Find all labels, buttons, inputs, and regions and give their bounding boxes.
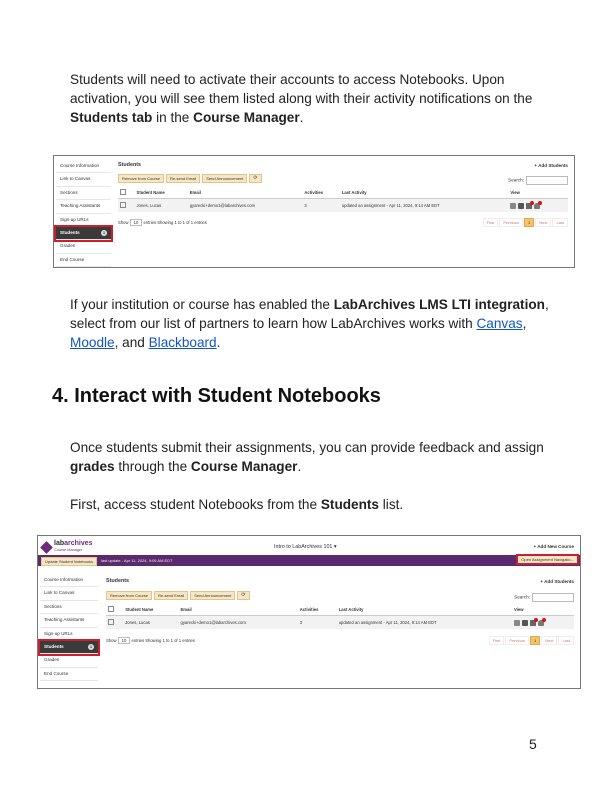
page-previous[interactable]: Previous [505,636,529,645]
pagination [483,218,568,227]
edit-icon[interactable] [514,620,520,626]
col-activities[interactable]: Activities [298,604,337,616]
students-title: Students [106,578,130,584]
student-count-badge: 1 [89,643,93,649]
activation-paragraph: Students will need to activate their accounts to access Notebooks. Upon activation, you will see them listed along with their activity notifications on the Students tab in the Course Manager. [70,72,533,125]
add-new-course-button[interactable]: + Add New Course [533,544,574,549]
resend-email-button[interactable]: Re-send Email [166,174,200,183]
send-announcement-button[interactable]: Send Announcement [202,174,247,183]
lti-paragraph: If your institution or course has enabled the LabArchives LMS LTI integration, select from our list of partners to learn how LabArchives works with Canvas, Moodle, and Blackboard. [70,297,549,350]
pagination [489,636,574,645]
resend-email-button[interactable]: Re-send Email [154,591,188,600]
labarchives-logo: labarchives Course Manager [42,540,93,554]
notebook-selector[interactable]: Intro to LabArchives 101 ▾ [274,544,337,550]
col-email[interactable]: Email [178,604,297,616]
table-row [106,616,574,630]
table-length: Show 10 entries Showing 1 to 1 of 1 entries [118,220,207,225]
student-actions [106,591,250,600]
student-email: gyarecki+demo1@labarchives.com [178,616,297,630]
view-icons [508,199,568,213]
search-input[interactable] [526,176,568,185]
col-last-activity[interactable]: Last Activity [337,604,512,616]
page-next[interactable]: Next [541,636,557,645]
table-length: Show 10 entries Showing 1 to 1 of 1 entries [106,638,195,643]
sidebar-item-link-to-canvas[interactable]: Link to Canvas [40,587,98,600]
logo-icon [40,541,53,554]
notebook-icon[interactable] [522,620,528,626]
refresh-icon[interactable]: ⟳ [237,591,249,600]
page-number: 5 [529,736,537,752]
page-next[interactable]: Next [535,218,551,227]
search-input[interactable] [532,593,574,602]
sidebar-item-signup-urls[interactable]: Sign-up URLs [56,214,111,227]
sidebar-item-grades[interactable]: Grades [40,654,98,667]
student-count-badge: 1 [102,229,106,235]
access-paragraph: First, access student Notebooks from the Students list. [70,497,404,512]
send-announcement-button[interactable]: Send Announcement [190,591,235,600]
student-actions [118,174,262,183]
select-all-checkbox[interactable] [118,187,135,199]
sidebar-item-signup-urls[interactable]: Sign-up URLs [40,628,98,641]
sidebar-item-end-course[interactable]: End Course [56,254,111,267]
col-last-activity[interactable]: Last Activity [340,187,509,199]
refresh-icon[interactable]: ⟳ [249,174,261,183]
select-all-checkbox[interactable] [106,604,123,616]
students-tab-screenshot [53,155,575,268]
col-activities[interactable]: Activities [302,187,339,199]
view-icons [512,616,574,630]
page-first[interactable]: First [489,636,505,645]
calendar-icon[interactable] [526,203,532,209]
notebook-icon[interactable] [518,203,524,209]
add-students-button[interactable]: + Add Students [540,579,574,584]
update-student-notebooks-button[interactable]: Update Student Notebooks [41,557,97,566]
col-student-name[interactable]: Student Name [123,604,178,616]
search-field: Search: [508,176,568,185]
student-activities: 3 [302,199,339,213]
blackboard-link[interactable]: Blackboard [148,335,217,350]
course-manager-screenshot [37,535,581,689]
page-first[interactable]: First [483,218,499,227]
student-name: Jones, Lucas [135,199,188,213]
calendar-icon[interactable] [530,620,536,626]
sidebar-item-course-information[interactable]: Course Information [40,574,98,587]
page-previous[interactable]: Previous [499,218,523,227]
col-view: View [508,187,568,199]
sidebar-item-teaching-assistants[interactable]: Teaching Assistants [40,614,98,627]
notification-icon[interactable] [538,620,544,626]
students-title: Students [118,162,142,168]
entries-select[interactable]: 10 [130,219,143,226]
sidebar-item-sections[interactable]: Sections [56,187,111,200]
sidebar-item-students[interactable]: Students 1 [56,227,111,240]
sidebar-item-students[interactable]: Students 1 [40,641,98,654]
remove-from-course-button[interactable]: Remove from Course [106,591,152,600]
sidebar-item-sections[interactable]: Sections [40,601,98,614]
add-students-button[interactable]: + Add Students [534,163,568,168]
page-last[interactable]: Last [558,636,574,645]
student-activities: 3 [298,616,337,630]
student-last-activity: updated an assignment - Apr 11, 2024, 9:14 AM EDT [340,199,509,213]
page-1[interactable]: 1 [524,218,534,227]
remove-from-course-button[interactable]: Remove from Course [118,174,164,183]
students-table [106,604,574,629]
sidebar-item-grades[interactable]: Grades [56,240,111,253]
col-student-name[interactable]: Student Name [135,187,188,199]
col-view: View [512,604,574,616]
row-checkbox[interactable] [106,616,123,630]
grades-paragraph: Once students submit their assignments, you can provide feedback and assign grades through the Course Manager. [70,440,544,474]
course-sidebar [56,160,111,267]
course-sidebar-2 [40,574,98,681]
notification-icon[interactable] [534,203,540,209]
sidebar-item-link-to-canvas[interactable]: Link to Canvas [56,173,111,186]
student-name: Jones, Lucas [123,616,178,630]
table-row [118,199,568,213]
search-field: Search: [514,593,574,602]
last-update-text: last update - Apr 11, 2024, 9:09 AM EDT [101,558,173,563]
canvas-link[interactable]: Canvas [476,316,523,331]
notebook-toolbar [38,555,580,566]
section-heading: 4. Interact with Student Notebooks [52,385,381,407]
page-last[interactable]: Last [552,218,568,227]
sidebar-item-course-information[interactable]: Course Information [56,160,111,173]
sidebar-item-teaching-assistants[interactable]: Teaching Assistants [56,200,111,213]
student-email: gyarecki+demo1@labarchives.com [188,199,303,213]
moodle-link[interactable]: Moodle [70,335,115,350]
student-last-activity: updated an assignment - Apr 11, 2024, 9:14 AM EDT [337,616,512,630]
page-1[interactable]: 1 [530,636,540,645]
sidebar-item-end-course[interactable]: End Course [40,668,98,681]
students-table [118,187,568,212]
open-assignment-navigator-button[interactable]: Open Assignment Navigatio... [518,556,577,563]
entries-select[interactable]: 10 [118,637,131,644]
row-checkbox[interactable] [118,199,135,213]
edit-icon[interactable] [510,203,516,209]
col-email[interactable]: Email [188,187,303,199]
